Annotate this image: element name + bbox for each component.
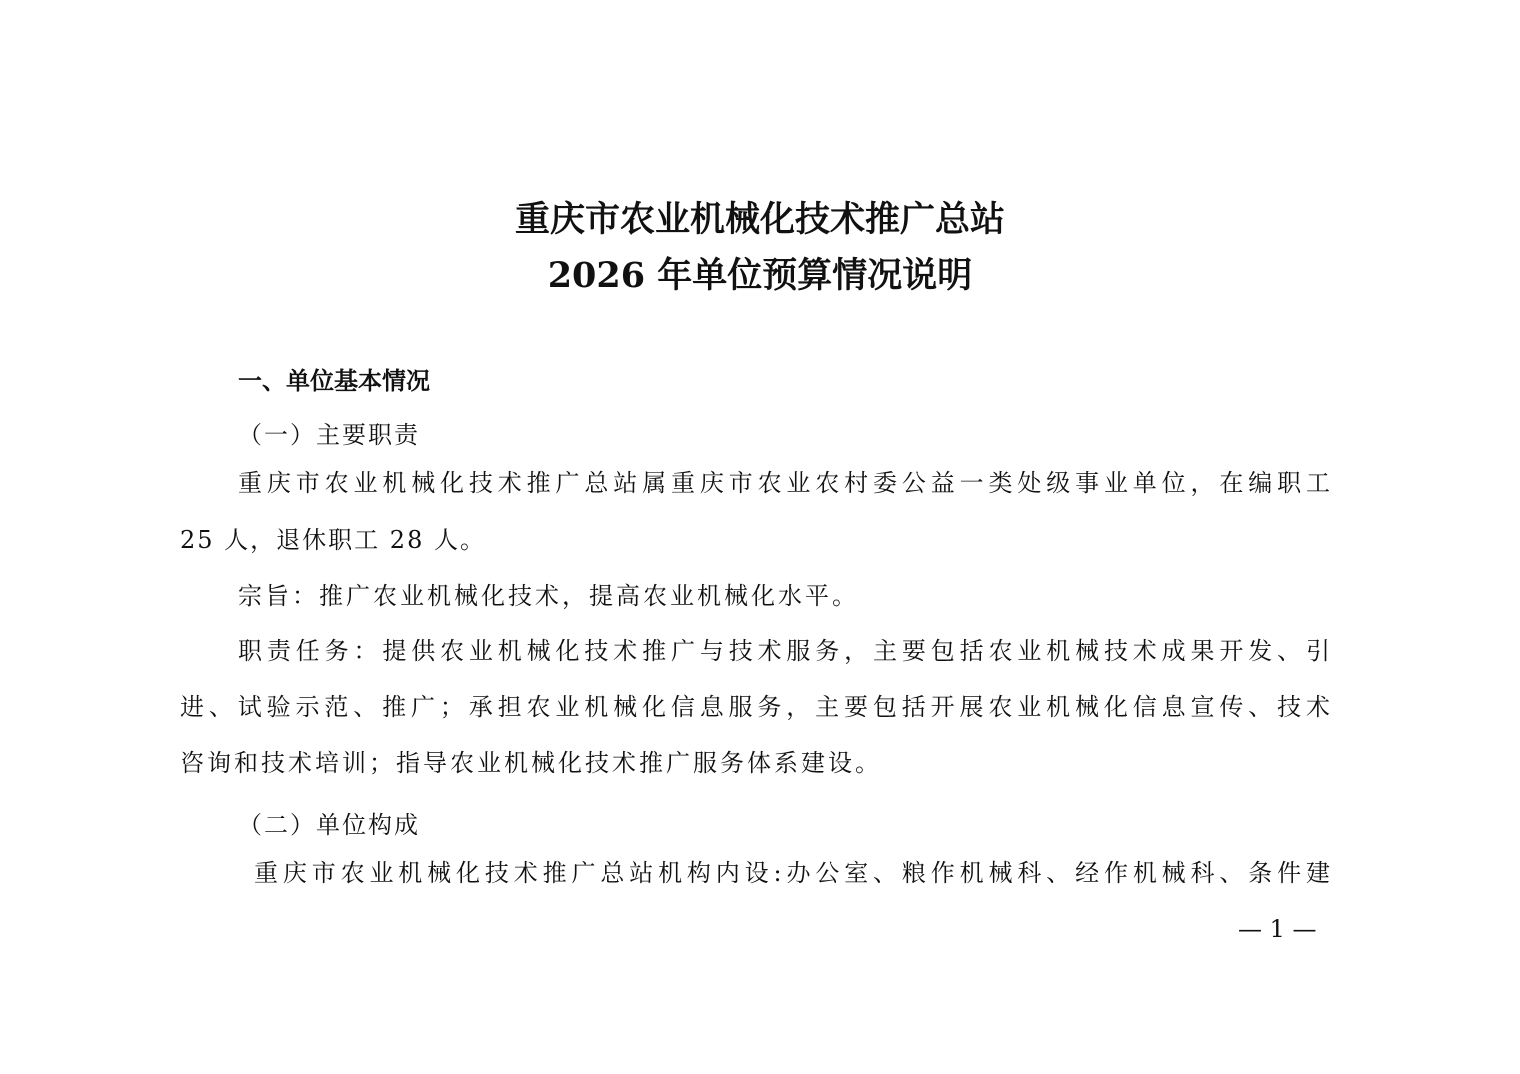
paragraph-duties-line3: 咨询和技术培训；指导农业机械化技术推广服务体系建设。 — [180, 749, 882, 777]
paragraph-unit-line2: 25 人，退休职工 28 人。 — [180, 526, 486, 554]
paragraph-structure-line1: 重庆市农业机械化技术推广总站机构内设:办公室、粮作机械科、经作机械科、条件建 — [254, 859, 1330, 887]
subsection-heading-unit-structure: （二）单位构成 — [238, 811, 420, 839]
page-number: — 1 — — [1238, 915, 1317, 943]
paragraph-duties-line2: 进、试验示范、推广；承担农业机械化信息服务，主要包括开展农业机械化信息宣传、技术 — [180, 693, 1330, 721]
section-heading-basic-info: 一、单位基本情况 — [238, 367, 430, 395]
paragraph-unit-line1: 重庆市农业机械化技术推广总站属重庆市农业农村委公益一类处级事业单位，在编职工 — [238, 469, 1330, 497]
subsection-heading-main-duties: （一）主要职责 — [238, 421, 420, 449]
paragraph-purpose: 宗旨：推广农业机械化技术，提高农业机械化水平。 — [238, 582, 859, 610]
document-title-line1: 重庆市农业机械化技术推广总站 — [514, 199, 1005, 240]
document-title-line2: 2026 年单位预算情况说明 — [547, 255, 973, 296]
paragraph-duties-line1: 职责任务：提供农业机械化技术推广与技术服务，主要包括农业机械技术成果开发、引 — [238, 637, 1330, 665]
